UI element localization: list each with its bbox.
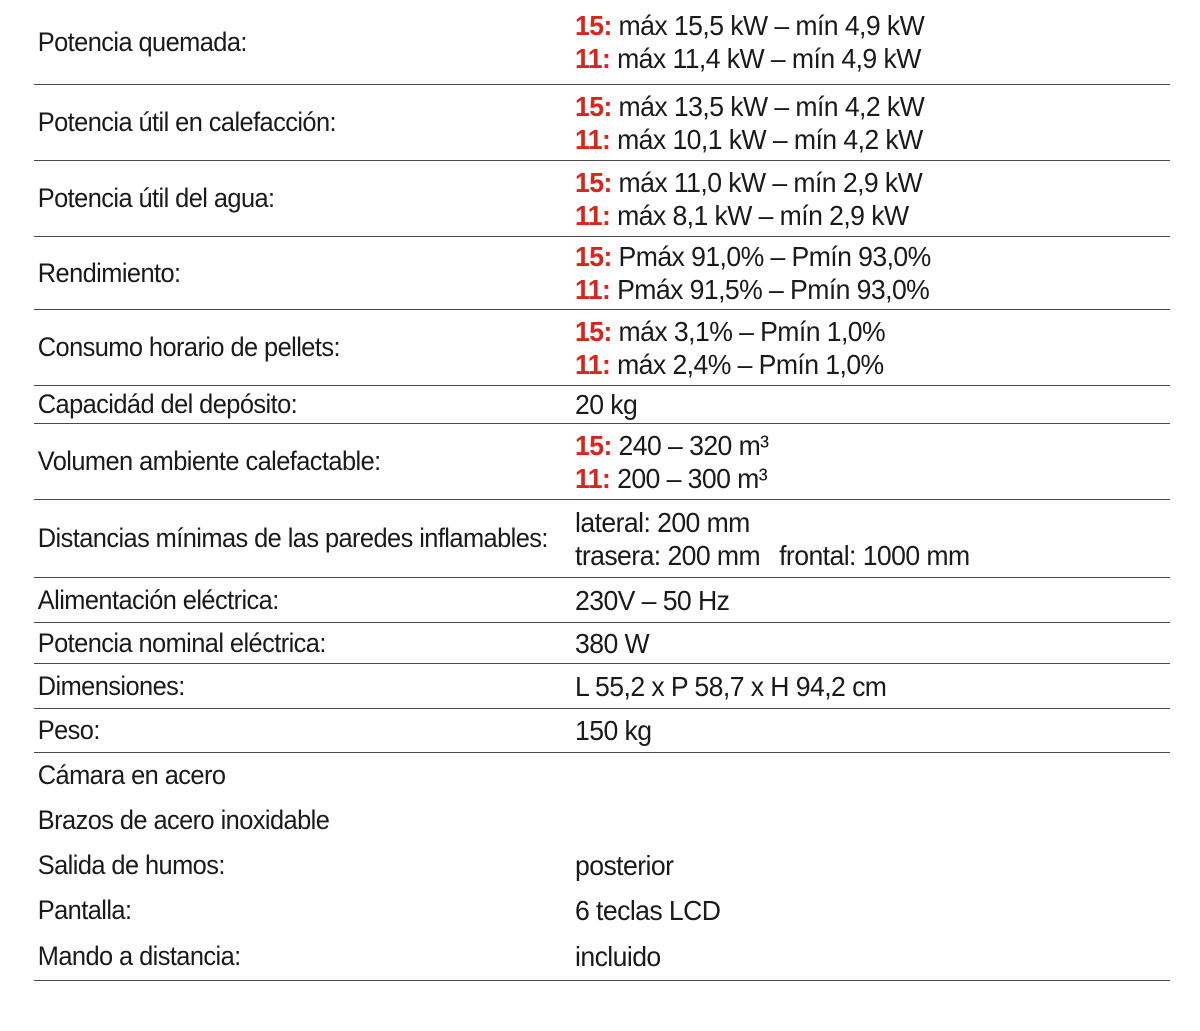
spec-label: Consumo horario de pellets: xyxy=(37,332,340,362)
model-tag: 15: xyxy=(575,90,612,122)
value-text: frontal: 1000 mm xyxy=(779,539,970,571)
value-text: 200 – 300 m³ xyxy=(610,462,768,494)
value-line xyxy=(575,166,1140,199)
spec-value xyxy=(575,315,1140,381)
spec-label: Rendimiento: xyxy=(37,257,181,288)
spec-row xyxy=(34,623,1170,664)
value-line xyxy=(575,42,1140,75)
spec-label: Cámara en acero xyxy=(37,760,226,790)
spec-label: Volumen ambiente calefactable: xyxy=(37,446,381,476)
spec-label: Potencia útil del agua: xyxy=(37,183,275,213)
spec-row xyxy=(34,0,1170,85)
value-line xyxy=(575,273,1140,306)
spec-value: 20 kg xyxy=(575,389,638,420)
spec-row xyxy=(34,933,1170,981)
model-tag: 15: xyxy=(575,315,612,347)
spec-row xyxy=(34,161,1170,237)
model-tag: 11: xyxy=(575,43,611,74)
spec-value xyxy=(575,240,1140,306)
spec-label: Pantalla: xyxy=(37,895,132,925)
spec-row xyxy=(34,85,1170,161)
value-line xyxy=(575,90,1140,123)
spec-label: Salida de humos: xyxy=(37,850,225,880)
value-line xyxy=(575,429,1140,462)
value-text: Pmáx 91,0% – Pmín 93,0% xyxy=(611,241,931,272)
spec-label: Mando a distancia: xyxy=(37,941,241,971)
spec-table xyxy=(34,0,1170,981)
model-tag: 15: xyxy=(575,10,612,41)
value-text: trasera: 200 mm xyxy=(575,539,761,571)
value-text: máx 11,4 kW – mín 4,9 kW xyxy=(610,43,921,74)
spec-row xyxy=(34,310,1170,386)
spec-label: Peso: xyxy=(37,715,100,745)
spec-value: 150 kg xyxy=(575,715,652,746)
model-tag: 11: xyxy=(575,123,611,155)
value-line xyxy=(575,240,1140,273)
value-line xyxy=(575,539,1140,572)
spec-row xyxy=(34,709,1170,753)
value-text: máx 15,5 kW – mín 4,9 kW xyxy=(611,10,925,41)
spec-value: 230V – 50 Hz xyxy=(575,584,730,616)
spec-value: posterior xyxy=(575,850,674,881)
value-text: lateral: 200 mm xyxy=(575,506,750,538)
value-text: máx 13,5 kW – mín 4,2 kW xyxy=(611,90,925,122)
model-tag: 11: xyxy=(575,199,611,231)
model-tag: 11: xyxy=(575,348,611,380)
spec-label: Potencia nominal eléctrica: xyxy=(37,627,326,658)
model-tag: 15: xyxy=(575,166,612,198)
value-line xyxy=(575,348,1140,381)
value-text: máx 10,1 kW – mín 4,2 kW xyxy=(610,123,923,155)
spec-row xyxy=(34,386,1170,424)
model-tag: 11: xyxy=(575,462,611,494)
spec-row xyxy=(34,798,1170,843)
value-line xyxy=(575,315,1140,348)
model-tag: 15: xyxy=(575,429,612,461)
value-text: 240 – 320 m³ xyxy=(611,429,769,461)
spec-row xyxy=(34,664,1170,709)
spec-label: Capacidád del depósito: xyxy=(37,389,298,419)
spec-value: 380 W xyxy=(575,627,650,659)
value-text: Pmáx 91,5% – Pmín 93,0% xyxy=(610,274,930,305)
spec-row xyxy=(34,843,1170,888)
spec-value xyxy=(575,506,1140,572)
value-text: máx 3,1% – Pmín 1,0% xyxy=(611,315,886,347)
spec-value xyxy=(575,9,1140,75)
spec-value: L 55,2 x P 58,7 x H 94,2 cm xyxy=(575,670,887,702)
value-line xyxy=(575,9,1140,42)
spec-value xyxy=(575,166,1140,232)
spec-label: Potencia quemada: xyxy=(37,26,247,57)
spec-value xyxy=(575,429,1140,495)
spec-label: Dimensiones: xyxy=(37,670,185,701)
model-tag: 15: xyxy=(575,241,612,272)
spec-label: Brazos de acero inoxidable xyxy=(37,805,330,835)
spec-row xyxy=(34,424,1170,500)
spec-label: Potencia útil en calefacción: xyxy=(37,107,337,137)
value-text: máx 8,1 kW – mín 2,9 kW xyxy=(610,199,909,231)
spec-row xyxy=(34,500,1170,578)
value-line xyxy=(575,462,1140,495)
value-text: máx 11,0 kW – mín 2,9 kW xyxy=(611,166,923,198)
spec-row xyxy=(34,578,1170,623)
spec-label: Alimentación eléctrica: xyxy=(37,584,279,615)
spec-label: Distancias mínimas de las paredes inflamables: xyxy=(37,523,548,553)
value-line xyxy=(575,123,1140,156)
value-text: máx 2,4% – Pmín 1,0% xyxy=(610,348,884,380)
spec-value: 6 teclas LCD xyxy=(575,895,721,926)
spec-row xyxy=(34,753,1170,798)
value-line xyxy=(575,199,1140,232)
spec-row xyxy=(34,888,1170,933)
model-tag: 11: xyxy=(575,274,611,305)
spec-row xyxy=(34,237,1170,310)
spec-value xyxy=(575,90,1140,156)
value-line xyxy=(575,506,1140,539)
spec-value: incluido xyxy=(575,941,661,972)
